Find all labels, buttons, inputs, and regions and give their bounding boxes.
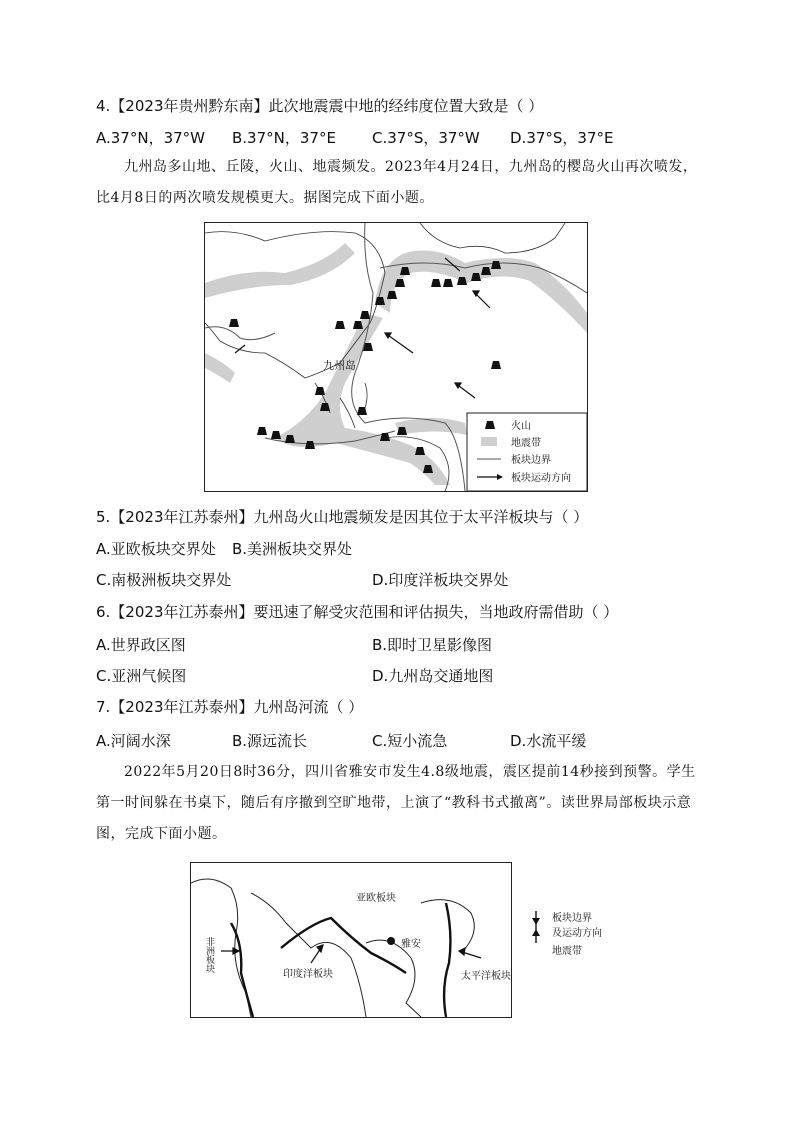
legend-boundary-label: 板块边界 (511, 455, 551, 466)
q4-stem: 4.【2023年贵州黔东南】此次地震震中地的经纬度位置大致是（ ） (96, 97, 544, 115)
quake-belt-north (375, 251, 587, 333)
legend-quake-label: 地震带 (511, 438, 541, 449)
world-plate-map (190, 862, 512, 1018)
q7-option-b[interactable]: B.源远流长 (232, 732, 308, 750)
quake-belt-himalaya (205, 353, 235, 383)
legend2-boundary-label-1: 板块边界 (552, 913, 592, 924)
pacific-plate-map (204, 222, 588, 492)
legend2-boundary-label-2: 及运动方向 (552, 928, 602, 939)
q4-option-c[interactable]: C.37°S，37°W (372, 129, 480, 147)
legend2-quake-label: 地震带 (552, 946, 582, 957)
q6-option-d[interactable]: D.九州岛交通地图 (372, 667, 494, 685)
label-africa: 非洲板块 (204, 937, 214, 973)
map1-legend (467, 413, 587, 491)
q4-option-b[interactable]: B.37°N，37°E (232, 129, 336, 147)
world-plate-map-svg (191, 863, 511, 1017)
passage-yaan: 2022年5月20日8时36分，四川省雅安市发生4.8级地震，震区提前14秒接到预警。学生第一时间躲在书桌下，随后有序撤到空旷地带，上演了“教科书式撤离”。读世界局部板块示意图，完成下面小题。 (96, 764, 696, 842)
plate-boundary-himalaya (205, 327, 275, 340)
q6-option-c[interactable]: C.亚洲气候图 (96, 667, 187, 685)
q6-stem: 6.【2023年江苏泰州】要迅速了解受灾范围和评估损失，当地政府需借助（ ） (96, 603, 619, 621)
q7-stem: 7.【2023年江苏泰州】九州岛河流（ ） (96, 698, 364, 716)
africa-coast (191, 879, 251, 1017)
map2-arrows (221, 945, 481, 963)
q5-option-c[interactable]: C.南极洲板块交界处 (96, 571, 232, 589)
q5-option-a[interactable]: A.亚欧板块交界处 (96, 540, 216, 558)
arabia-india-coast (251, 893, 366, 1017)
boundary-pacific (444, 903, 450, 1017)
label-indian: 印度洋板块 (283, 969, 333, 980)
legend-volcano-label: 火山 (511, 421, 531, 432)
pacific-plate-map-svg (205, 223, 587, 491)
kyushu-label: 九州岛 (323, 359, 356, 372)
legend-motion-label: 板块运动方向 (511, 473, 571, 484)
q7-option-c[interactable]: C.短小流急 (372, 732, 448, 750)
southeast-asia-coast (366, 940, 421, 1017)
q7-option-a[interactable]: A.河阔水深 (96, 732, 171, 750)
boundary-himalaya (281, 918, 406, 973)
q6-option-b[interactable]: B.即时卫星影像图 (372, 636, 493, 654)
label-yaan: 雅安 (401, 939, 421, 950)
label-eurasia: 亚欧板块 (356, 893, 396, 904)
label-pacific: 太平洋板块 (461, 971, 511, 982)
map2-legend (528, 905, 648, 969)
q6-option-a[interactable]: A.世界政区图 (96, 636, 186, 654)
q4-option-a[interactable]: A.37°N，37°W (96, 129, 205, 147)
q4-option-d[interactable]: D.37°S，37°E (510, 129, 614, 147)
yaan-marker (387, 937, 395, 945)
north-coastline (420, 223, 565, 253)
quake-belt-southwest (275, 313, 450, 485)
legend-quake-swatch (481, 437, 497, 446)
passage-kyushu: 九州岛多山地、丘陵，火山、地震频发。2023年4月24日，九州岛的樱岛火山再次喷发，比4月8日的两次喷发规模更大。据图完成下面小题。 (96, 159, 698, 206)
q7-option-d[interactable]: D.水流平缓 (510, 732, 587, 750)
q5-stem: 5.【2023年江苏泰州】九州岛火山地震频发是因其位于太平洋板块与（ ） (96, 508, 589, 526)
q5-option-b[interactable]: B.美洲板块交界处 (232, 540, 353, 558)
q5-option-d[interactable]: D.印度洋板块交界处 (372, 571, 509, 589)
boundary-red-sea (231, 923, 253, 1017)
quake-belt-west (205, 243, 355, 298)
